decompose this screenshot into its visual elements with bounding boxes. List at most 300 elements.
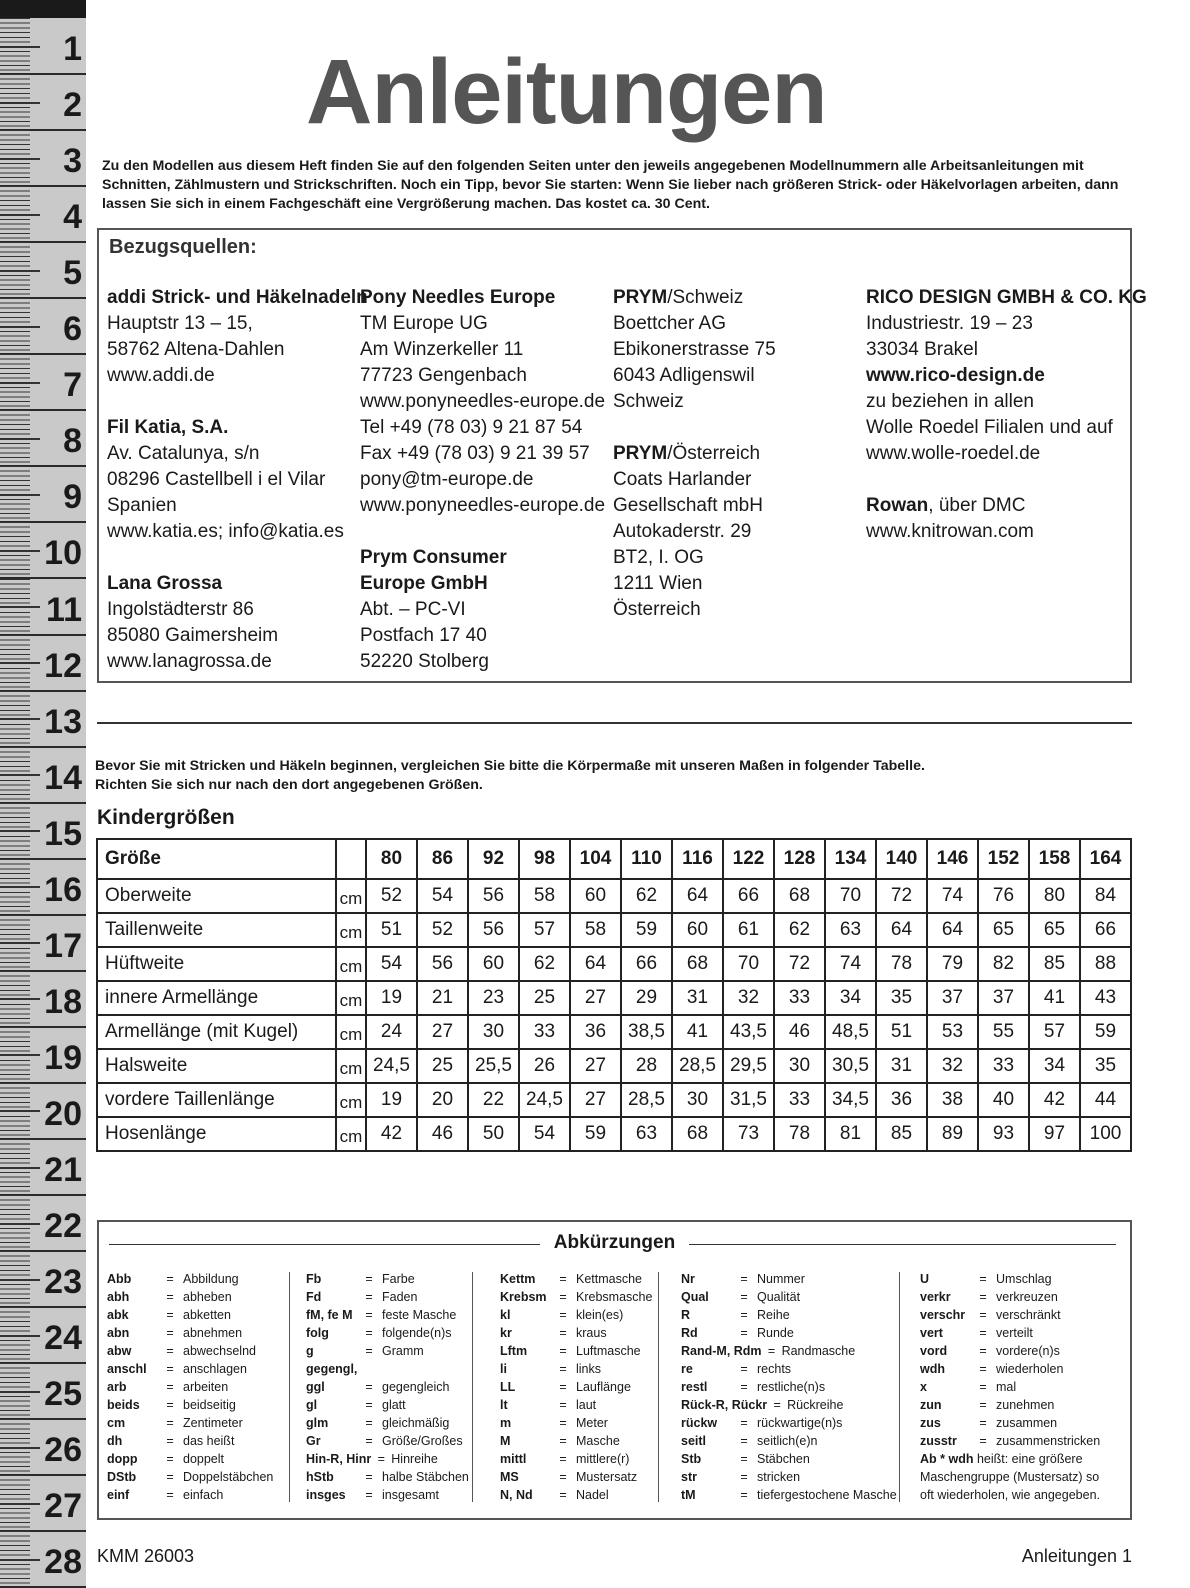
abbreviation-meaning: laut [576,1398,597,1412]
abbreviation-equals: = [166,1272,174,1286]
supplier-line [613,389,776,415]
supplier-line [360,519,605,545]
measurement-value: 59 [621,913,672,947]
measurement-value: 57 [519,913,570,947]
measurement-value: 29,5 [723,1049,774,1083]
abbreviation-meaning: abnehmen [183,1326,243,1340]
abbreviation-key: Lftm [500,1344,528,1358]
ruler-ticks [0,18,30,73]
measurement-value: 32 [723,981,774,1015]
measurement-value: 52 [417,913,468,947]
abbreviation-row [107,1270,273,1288]
column-separator [899,1272,900,1502]
supplier-line [613,441,776,467]
measurement-value: 64 [672,879,723,913]
abbreviation-equals: = [979,1398,987,1412]
measurement-value: 88 [1080,947,1131,981]
supplier-line [360,467,605,493]
abbreviation-meaning: Qualität [757,1290,801,1304]
abbreviation-row [500,1414,652,1432]
measurement-value: 38 [927,1083,978,1117]
measurement-value: 52 [366,879,417,913]
abbreviation-equals: = [979,1380,987,1394]
measurement-label: innere Armellänge [97,981,336,1015]
ruler-segment [0,971,86,1028]
abbreviation-row [681,1270,897,1288]
ruler-ticks [0,298,30,353]
abbreviation-row [306,1450,469,1468]
abbreviation-meaning: Gramm [382,1344,424,1358]
ruler-number: 3 [63,142,82,181]
measurement-value: 41 [1029,981,1080,1015]
abbreviation-equals: = [365,1470,373,1484]
measurement-value: 58 [519,879,570,913]
supplier-line [107,623,368,649]
abbreviation-key: zus [920,1416,941,1430]
measurement-value: 85 [1029,947,1080,981]
measurement-value: 25 [417,1049,468,1083]
abbreviation-equals: = [979,1362,987,1376]
measurement-value: 100 [1080,1117,1131,1151]
measurement-value: 24 [366,1015,417,1049]
measurement-value: 58 [570,913,621,947]
ruler-ticks [0,522,30,577]
abbreviation-meaning: verschränkt [996,1308,1061,1322]
abbreviation-equals: = [365,1290,373,1304]
abbreviation-meaning: kraus [576,1326,607,1340]
abbreviation-equals: = [166,1344,174,1358]
abbreviation-row [107,1468,273,1486]
abbreviation-equals: = [166,1452,174,1466]
abbreviation-meaning: gegengleich [382,1380,450,1394]
abbreviation-row [107,1342,273,1360]
measurement-value: 60 [570,879,621,913]
supplier-text: pony@tm-europe.de [360,469,534,490]
ruler-number: 7 [63,366,82,405]
ruler-segment [0,130,86,187]
ruler-ticks [0,466,30,521]
supplier-line [360,363,605,389]
ruler-ticks [0,1531,30,1586]
supplier-line [360,389,605,415]
measurement-value: 59 [570,1117,621,1151]
abbreviation-meaning: Krebsmasche [576,1290,653,1304]
ruler-number: 9 [63,478,82,517]
supplier-column [866,285,1147,545]
abbreviation-equals: = [740,1380,748,1394]
supplier-line [613,363,776,389]
supplier-line [360,337,605,363]
abbreviation-key: arb [107,1380,127,1394]
ruler-segment [0,410,86,467]
supplier-text: Ebikonerstrasse 75 [613,339,776,360]
ruler-segment [0,1139,86,1196]
abbreviation-equals: = [166,1290,174,1304]
abbreviation-equals: = [740,1272,748,1286]
abbreviation-row [920,1396,1100,1414]
abbreviation-key: anschl [107,1362,147,1376]
measurement-value: 41 [672,1015,723,1049]
abbreviation-key: U [920,1272,930,1286]
measurement-value: 78 [876,947,927,981]
abbreviation-row [920,1360,1100,1378]
measurement-value: 89 [927,1117,978,1151]
abbreviation-row [500,1396,652,1414]
measurement-value: 50 [468,1117,519,1151]
measurement-unit: cm [336,1015,366,1049]
supplier-line [613,519,776,545]
supplier-name: Lana Grossa [107,573,223,594]
measurement-label: Taillenweite [97,913,336,947]
abbreviation-equals: = [559,1344,567,1358]
abbreviation-equals: = [740,1416,748,1430]
measurement-value: 30 [468,1015,519,1049]
supplier-name: addi Strick- und Häkelnadeln [107,287,368,308]
supplier-line [107,519,368,545]
supplier-text: /Schweiz [667,287,744,308]
supplier-line [107,493,368,519]
measurement-value: 34 [825,981,876,1015]
abbreviation-meaning: anschlagen [183,1362,247,1376]
measurement-unit: cm [336,1049,366,1083]
abbreviation-meaning: feste Masche [382,1308,457,1322]
abbreviation-key: zusstr [920,1434,957,1448]
measurement-value: 36 [570,1015,621,1049]
measurement-value: 85 [876,1117,927,1151]
measurement-value: 40 [978,1083,1029,1117]
supplier-text: TM Europe UG [360,313,488,334]
ruler-segment [0,915,86,972]
measurement-value: 42 [1029,1083,1080,1117]
abbreviation-key: lt [500,1398,508,1412]
abbreviation-key: Hin-R, Hinr [306,1452,372,1466]
supplier-line [866,389,1147,415]
abbreviation-column [107,1270,273,1504]
abbreviation-key: Fb [306,1272,322,1286]
abbreviation-equals: = [559,1416,567,1430]
measurement-unit: cm [336,981,366,1015]
ruler-segment [0,1027,86,1084]
ruler-number: 1 [63,30,82,68]
ruler-ticks [0,1083,30,1138]
measurement-value: 28 [621,1049,672,1083]
abbreviation-row [681,1378,897,1396]
ruler-ticks [0,1195,30,1250]
supplier-text: Ingolstädterstr 86 [107,599,254,620]
abbreviation-key: rückw [681,1416,718,1430]
measurement-label: Armellänge (mit Kugel) [97,1015,336,1049]
supplier-line [360,285,605,311]
abbreviation-key: g [306,1344,314,1358]
abbreviation-equals: = [166,1362,174,1376]
measurement-unit: cm [336,913,366,947]
ruler-number: 14 [44,758,82,797]
supplier-name: www.rico-design.de [866,365,1045,386]
measurement-unit: cm [336,947,366,981]
ruler-number: 21 [44,1151,82,1189]
abbreviation-row [107,1486,273,1504]
abbreviation-row [920,1342,1100,1360]
abbreviation-row [107,1306,273,1324]
measurement-value: 33 [774,981,825,1015]
supplier-line [107,415,368,441]
measurement-value: 68 [672,947,723,981]
supplier-line [613,285,776,311]
measurement-unit: cm [336,879,366,913]
abbreviation-meaning: mal [996,1380,1017,1394]
size-table-header [97,839,1131,879]
ruler-segment [0,242,86,299]
supplier-line [360,311,605,337]
abbreviation-row [500,1468,652,1486]
supplier-text: www.katia.es; info@katia.es [107,521,344,542]
measurement-unit: cm [336,1117,366,1151]
abbreviation-row [306,1378,469,1396]
abbreviation-equals: = [979,1326,987,1340]
measurement-value: 43,5 [723,1015,774,1049]
supplier-line [107,649,368,675]
supplier-text: www.addi.de [107,365,215,386]
abbreviation-equals: = [767,1344,776,1358]
supplier-name: Prym Consumer [360,547,507,568]
abbreviation-row [107,1324,273,1342]
abbreviation-meaning: Rückreihe [787,1398,844,1412]
abbreviation-equals: = [559,1452,567,1466]
supplier-line [866,519,1147,545]
abbreviation-equals: = [559,1434,567,1448]
abbreviation-equals: = [365,1344,373,1358]
abbreviation-key: cm [107,1416,126,1430]
abbreviation-row [306,1486,469,1504]
supplier-line [613,597,776,623]
abbreviation-key: Nr [681,1272,695,1286]
ruler-ticks [0,1027,30,1082]
measurement-value: 31 [876,1049,927,1083]
measurement-value: 56 [468,879,519,913]
ruler-number: 17 [44,926,82,965]
abbreviation-equals: = [740,1434,748,1448]
abbreviation-row [500,1432,652,1450]
supplier-text: Wolle Roedel Filialen und auf [866,417,1113,438]
measurement-value: 46 [774,1015,825,1049]
supplier-text: 33034 Brakel [866,339,978,360]
measurement-value: 51 [366,913,417,947]
measurement-value: 31 [672,981,723,1015]
size-header: 146 [927,839,978,879]
abbreviation-meaning: verkreuzen [996,1290,1058,1304]
supplier-text: 1211 Wien [613,573,703,594]
abbreviation-equals: = [979,1290,987,1304]
abbreviation-equals: = [740,1470,748,1484]
ruler-segment [0,747,86,804]
size-row [97,1083,1131,1117]
abbreviation-meaning: abheben [183,1290,232,1304]
supplier-line [360,493,605,519]
abbreviation-meaning: Runde [757,1326,794,1340]
measurement-value: 51 [876,1015,927,1049]
abbreviation-row [500,1342,652,1360]
measurement-value: 32 [927,1049,978,1083]
supplier-text: zu beziehen in allen [866,391,1034,412]
abbreviation-row [681,1468,897,1486]
abbreviation-row [306,1270,469,1288]
measurement-value: 84 [1080,879,1131,913]
abbreviation-key: Rd [681,1326,698,1340]
supplier-line [107,597,368,623]
abbreviation-meaning: insgesamt [382,1488,439,1502]
abbreviation-equals: = [559,1290,567,1304]
compare-text-line: Richten Sie sich nur nach den dort angegebenen Größen. [95,777,483,793]
measurement-value: 23 [468,981,519,1015]
measurement-value: 48,5 [825,1015,876,1049]
abbreviation-row [681,1342,897,1360]
measurement-value: 66 [1080,913,1131,947]
abbreviation-key: MS [500,1470,519,1484]
abbreviation-meaning: Zentimeter [183,1416,243,1430]
ruler-segment [0,579,86,636]
supplier-line [107,337,368,363]
size-header: 80 [366,839,417,879]
measurement-value: 74 [825,947,876,981]
abbreviation-row [306,1414,469,1432]
abbreviation-row [306,1306,469,1324]
abbreviation-meaning: stricken [757,1470,801,1484]
abbreviation-meaning: Masche [576,1434,620,1448]
abbreviation-meaning: abketten [183,1308,231,1322]
ruler-ticks [0,186,30,241]
abbreviation-key: vord [920,1344,948,1358]
abbreviation-key: Abb [107,1272,132,1286]
measurement-value: 33 [774,1083,825,1117]
measurement-value: 70 [723,947,774,981]
abbreviation-key: mittl [500,1452,527,1466]
measurement-value: 82 [978,947,1029,981]
abbreviation-meaning: halbe Stäbchen [382,1470,469,1484]
abbreviation-key: fM, fe M [306,1308,353,1322]
abbreviation-row [107,1378,273,1396]
abbreviation-column [500,1270,652,1504]
abbreviation-row [306,1468,469,1486]
abbreviation-key: Krebsm [500,1290,547,1304]
supplier-line [107,467,368,493]
abbreviation-meaning: glatt [382,1398,406,1412]
size-table-title: Kindergrößen [97,806,235,829]
supplier-line [107,441,368,467]
abbreviation-meaning: einfach [183,1488,224,1502]
abbreviation-note-line: oft wiederholen, wie angegeben. [920,1488,1100,1502]
abbreviation-key: x [920,1380,927,1394]
abbreviation-equals: = [166,1326,174,1340]
measurement-value: 66 [621,947,672,981]
supplier-line [866,363,1147,389]
supplier-text: Postfach 17 40 [360,625,487,646]
abbreviation-equals: = [979,1416,987,1430]
header-label: Größe [97,839,336,879]
compare-text-line: Bevor Sie mit Stricken und Häkeln beginnen, vergleichen Sie bitte die Körpermaße mit unseren Maßen in folgender Tabelle. [95,758,925,774]
abbreviation-meaning: Randmasche [781,1344,856,1358]
measurement-value: 65 [978,913,1029,947]
suppliers-box [97,228,1147,683]
supplier-line [866,467,1147,493]
divider [97,722,1132,724]
abbreviation-equals: = [740,1362,748,1376]
measurement-value: 79 [927,947,978,981]
supplier-line [866,311,1147,337]
abbreviation-key: zun [920,1398,942,1412]
supplier-line [107,571,368,597]
measurement-value: 25 [519,981,570,1015]
abbreviation-equals: = [365,1416,373,1430]
abbreviation-meaning: Faden [382,1290,418,1304]
measurement-value: 35 [1080,1049,1131,1083]
abbreviation-row [500,1270,652,1288]
abbreviations-box [97,1220,1132,1520]
abbreviation-key: wdh [920,1362,945,1376]
size-header: 110 [621,839,672,879]
supplier-line [613,571,776,597]
measurement-value: 46 [417,1117,468,1151]
measurement-value: 61 [723,913,774,947]
abbreviation-row [500,1360,652,1378]
abbreviation-row [681,1396,897,1414]
size-row [97,879,1131,913]
ruler-number: 12 [44,646,82,685]
supplier-line [360,441,605,467]
measurement-value: 33 [519,1015,570,1049]
abbreviation-row [500,1288,652,1306]
size-header: 104 [570,839,621,879]
measurement-label: Hosenlänge [97,1117,336,1151]
ruler-number: 8 [63,422,82,461]
footer-page-label: Anleitungen 1 [1021,1546,1132,1566]
ruler-number: 11 [46,590,82,629]
supplier-text: 77723 Gengenbach [360,365,527,386]
abbreviation-column [920,1270,1100,1504]
ruler-number: 5 [63,254,82,293]
supplier-line [360,597,605,623]
abbreviation-key: LL [500,1380,516,1394]
measurement-value: 24,5 [366,1049,417,1083]
abbreviation-key: ggl [306,1380,325,1394]
abbreviation-row [681,1414,897,1432]
measurement-value: 60 [672,913,723,947]
abbreviation-meaning: folgende(n)s [382,1326,452,1340]
supplier-text: 08296 Castellbell i el Vilar [107,469,326,490]
ruler-segment [0,354,86,411]
abbreviation-meaning: Lauflänge [576,1380,631,1394]
measurement-label: Hüftweite [97,947,336,981]
measurement-value: 68 [774,879,825,913]
measurement-value: 33 [978,1049,1029,1083]
measurement-value: 64 [876,913,927,947]
abbreviation-key: Rück-R, Rückr [681,1398,768,1412]
supplier-line [613,545,776,571]
supplier-text: www.knitrowan.com [866,521,1034,542]
abbreviation-column [681,1270,897,1504]
abbreviation-meaning: Doppelstäbchen [183,1470,274,1484]
size-header: 164 [1080,839,1131,879]
measurement-label: Oberweite [97,879,336,913]
supplier-name: Pony Needles Europe [360,287,556,308]
abbreviation-equals: = [166,1416,174,1430]
abbreviation-meaning: zusammenstricken [996,1434,1101,1448]
abbreviation-meaning: doppelt [183,1452,225,1466]
abbreviation-row [681,1486,897,1504]
ruler-segment [0,1083,86,1140]
ruler-number: 16 [44,870,82,909]
measurement-value: 81 [825,1117,876,1151]
ruler-ticks [0,1419,30,1474]
